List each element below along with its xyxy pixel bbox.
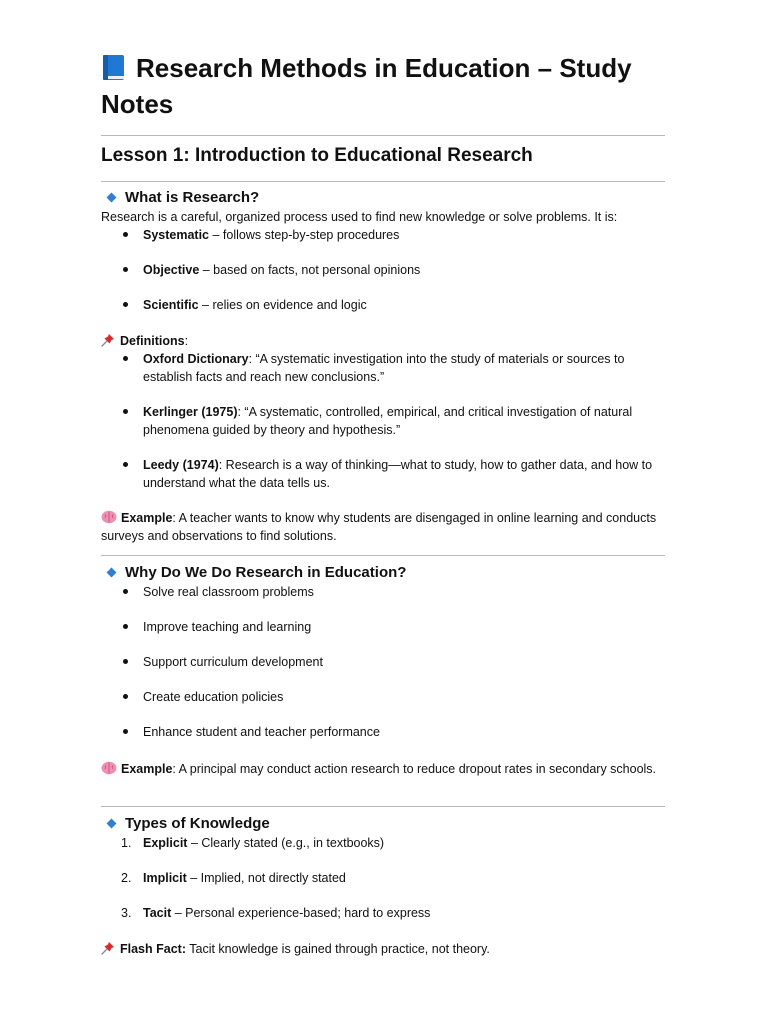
- brain-icon: [101, 761, 117, 775]
- research-intro: Research is a careful, organized process used to find new knowledge or solve problems. It is:: [101, 210, 618, 224]
- blue-book-icon: [101, 54, 126, 81]
- list-item: Oxford Dictionary: “A systematic investigation into the study of materials or sources to establish facts and reach new conclusions.”: [101, 350, 661, 386]
- divider: [101, 806, 665, 807]
- list-item: 3. Tacit – Personal experience-based; hard to express: [121, 906, 431, 920]
- list-item: Objective – based on facts, not personal opinions: [101, 261, 661, 279]
- section-heading-text: Types of Knowledge: [125, 815, 270, 832]
- flash-fact: Flash Fact: Tacit knowledge is gained through practice, not theory.: [101, 940, 661, 958]
- document-title: [101, 50, 681, 122]
- list-item: Systematic – follows step-by-step procedures: [101, 226, 661, 244]
- knowledge-types-list: [101, 834, 661, 922]
- pushpin-icon: [101, 333, 115, 347]
- example-research: Example: A teacher wants to know why students are disengaged in online learning and conducts surveys and observations to find solutions.: [101, 511, 657, 543]
- list-item: 2. Implicit – Implied, not directly stated: [121, 871, 346, 885]
- list-item: Enhance student and teacher performance: [101, 723, 661, 741]
- example-principal: Example: A principal may conduct action research to reduce dropout rates in secondary schools.: [101, 760, 661, 778]
- pushpin-icon: [101, 941, 115, 955]
- section-heading-what-is-research: [101, 188, 259, 208]
- section-heading-why-research: [101, 563, 406, 583]
- list-item: Solve real classroom problems: [101, 583, 661, 601]
- small-blue-diamond-icon: [107, 818, 117, 828]
- list-item: Improve teaching and learning: [101, 618, 661, 636]
- divider: [101, 135, 665, 136]
- list-item: Kerlinger (1975): “A systematic, controlled, empirical, and critical investigation of natural phenomena guided by theory and hypothesis.”: [101, 403, 661, 439]
- definitions-label: Definitions:: [101, 332, 661, 350]
- definitions-list: [101, 350, 661, 492]
- small-blue-diamond-icon: [107, 192, 117, 202]
- why-research-list: [101, 583, 661, 741]
- section-heading-text: What is Research?: [125, 189, 260, 206]
- list-item: 1. Explicit – Clearly stated (e.g., in textbooks): [121, 836, 385, 850]
- brain-icon: [101, 510, 117, 524]
- divider: [101, 181, 665, 182]
- list-item: Support curriculum development: [101, 653, 661, 671]
- small-blue-diamond-icon: [107, 567, 117, 577]
- list-item: Create education policies: [101, 688, 661, 706]
- list-item: Scientific – relies on evidence and logic: [101, 296, 661, 314]
- section-heading-text: Why Do We Do Research in Education?: [125, 564, 407, 581]
- document-title-text: Research Methods in Education – Study Notes: [101, 53, 632, 119]
- lesson-title: Lesson 1: Introduction to Educational Research: [101, 145, 533, 166]
- section-heading-types-of-knowledge: [101, 814, 270, 834]
- list-item: Leedy (1974): Research is a way of thinking—what to study, how to gather data, and how to understand what the data tells us.: [101, 456, 661, 492]
- divider: [101, 555, 665, 556]
- research-traits-list: [101, 226, 661, 314]
